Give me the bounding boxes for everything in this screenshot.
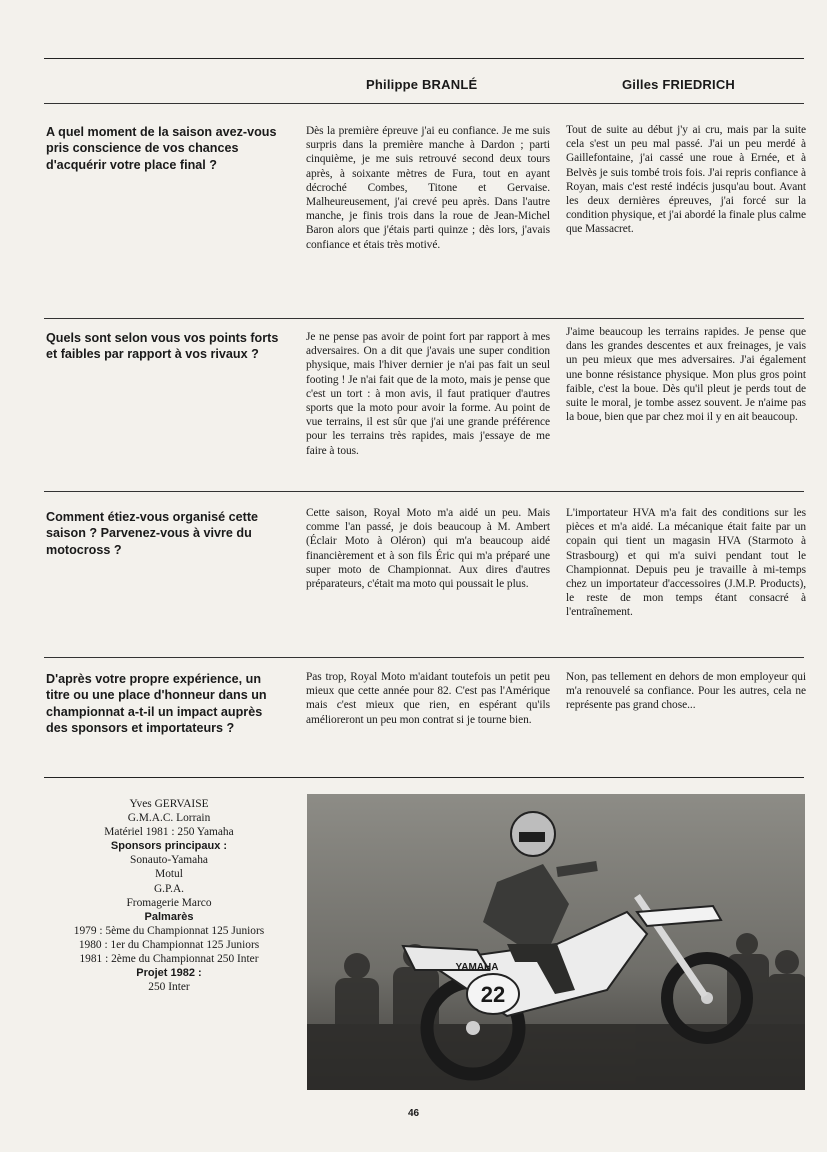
- profile-project-heading: Projet 1982 :: [136, 967, 202, 980]
- answer-friedrich-2: J'aime beaucoup les terrains rapides. Je pense que dans les grandes descentes et aux freinages, je vais un peu mieux que mes adversaires. J'ai également une bonne résistance physique. Mon plus gros point faible, c'est la boue. Dès qu'il pleut je perds tout de suite le moral, je tombe assez souvent. Je n'aime pas la boue, bien que par chez moi il y en ait beaucoup.: [566, 326, 806, 424]
- profile-rule: [44, 777, 804, 778]
- answer-friedrich-4: Non, pas tellement en dehors de mon employeur qui m'a renouvelé sa confiance. Pour les autres, cela ne représente pas grand chose...: [566, 671, 806, 712]
- profile-sponsor: Motul: [155, 868, 183, 881]
- question-1: A quel moment de la saison avez-vous pris conscience de vos chances d'acquérir votre place final ?: [46, 125, 277, 172]
- profile-material: Matériel 1981 : 250 Yamaha: [104, 826, 234, 839]
- answer-branle-1: Dès la première épreuve j'ai eu confiance. Je me suis surpris dans la première manche à Dardon ; parti cinquième, je me suis retrouvé second deux tours après, à soixante mètres de Fura, tout en ayant décroché Combes, Titone et Gervaise. Malheureusement, j'ai crevé peu après. Dans l'autre manche, je finis trois dans la roue de Jean-Michel Baron alors que j'étais parti quinze ; dès lors, j'avais confiance et étais très motivé.: [306, 125, 550, 251]
- motocross-photo: [307, 794, 805, 1090]
- profile-sponsor: Fromagerie Marco: [126, 896, 212, 909]
- profile-sponsor: G.P.A.: [153, 882, 185, 895]
- profile-club: G.M.A.C. Lorrain: [127, 812, 211, 825]
- profile-sponsors-heading: Sponsors principaux :: [110, 840, 228, 853]
- row-rule-2: [44, 491, 804, 492]
- profile-palmares-item: 1980 : 1er du Championnat 125 Juniors: [78, 938, 260, 951]
- header-branle: Philippe BRANLÉ: [366, 77, 478, 92]
- row-rule-3: [44, 657, 804, 658]
- profile-palmares-item: 1981 : 2ème du Championnat 250 Inter: [79, 953, 259, 966]
- header-friedrich: Gilles FRIEDRICH: [622, 77, 735, 92]
- profile-project: 250 Inter: [148, 981, 190, 994]
- motocross-photo-illustration: [307, 794, 805, 1090]
- question-3: Comment étiez-vous organisé cette saison ? Parvenez-vous à vivre du motocross ?: [46, 510, 259, 557]
- page-number: 46: [407, 1108, 420, 1119]
- answer-branle-4: Pas trop, Royal Moto m'aidant toutefois un petit peu mieux que cette année pour 82. C'est pas l'Amérique mais c'est mieux que rien, en espérant qu'ils amélioreront un peu mon contrat si je tourne bien.: [306, 671, 550, 726]
- answer-branle-2: Je ne pense pas avoir de point fort par rapport à mes adversaires. On a dit que j'avais une super condition physique, mais l'hiver dernier je n'ai pas fait un seul footing ! Je n'ai fait que de la moto, mais je pense que c'est un tort : à mon avis, il faut pratiquer d'autres sports que la moto pour avoir la forme. Au point de vue terrains, il est sûr que j'ai une grande préférence pour les terrains très rapides, mais j'essaye de me faire à tous.: [306, 331, 550, 457]
- answer-friedrich-1: Tout de suite au début j'y ai cru, mais par la suite cela s'est un peu mal passé. J'ai un peu merdé à Gaillefontaine, j'ai cassé une roue à Ernée, et à Belvès je suis tombé trois fois. J'ai repris confiance à Royan, mais c'est resté indécis jusqu'au bout. Avant les deux dernières épreuves, j'ai forcé sur la condition physique, et j'ai abordé la finale plus calme que Massacret.: [566, 124, 807, 236]
- profile-palmares-heading: Palmarès: [144, 910, 194, 923]
- fender-text: YAMAHA: [455, 962, 499, 973]
- header-rule: [44, 103, 804, 104]
- question-4: D'après votre propre expérience, un titre ou une place d'honneur dans un championnat a-t-il un impact auprès des sponsors et importateurs ?: [46, 672, 267, 735]
- row-rule-1: [44, 318, 804, 319]
- question-2: Quels sont selon vous vos points forts et faibles par rapport à vos rivaux ?: [46, 331, 279, 362]
- profile-palmares-item: 1979 : 5ème du Championnat 125 Juniors: [73, 924, 265, 937]
- top-rule: [44, 58, 804, 59]
- profile-name: Yves GERVAISE: [129, 798, 209, 810]
- answer-friedrich-3: L'importateur HVA m'a fait des conditions sur les pièces et m'a aidé. La mécanique était faite par un copain qui tient un magasin HVA (Starmoto à Strasbourg) et qui m'a suivi pendant tout le Championnat. Depuis peu je travaille à mi-temps chez un importateur d'accessoires (J.M.P. Products), le reste de mon temps étant consacré à l'entraînement.: [566, 507, 806, 619]
- profile-sponsor: Sonauto-Yamaha: [130, 854, 208, 867]
- bike-number: 22: [480, 982, 506, 1007]
- answer-branle-3: Cette saison, Royal Moto m'a aidé un peu. Mais comme l'an passé, je dois beaucoup à M. Ambert (Éclair Moto à Oléron) qui m'a beaucoup aidé financièrement et à son fils Éric qui m'a préparé une super moto de Championnat. Aux dires d'autres préparateurs, c'était ma moto qui poussait le plus.: [306, 507, 550, 591]
- rider-profile: [44, 797, 294, 994]
